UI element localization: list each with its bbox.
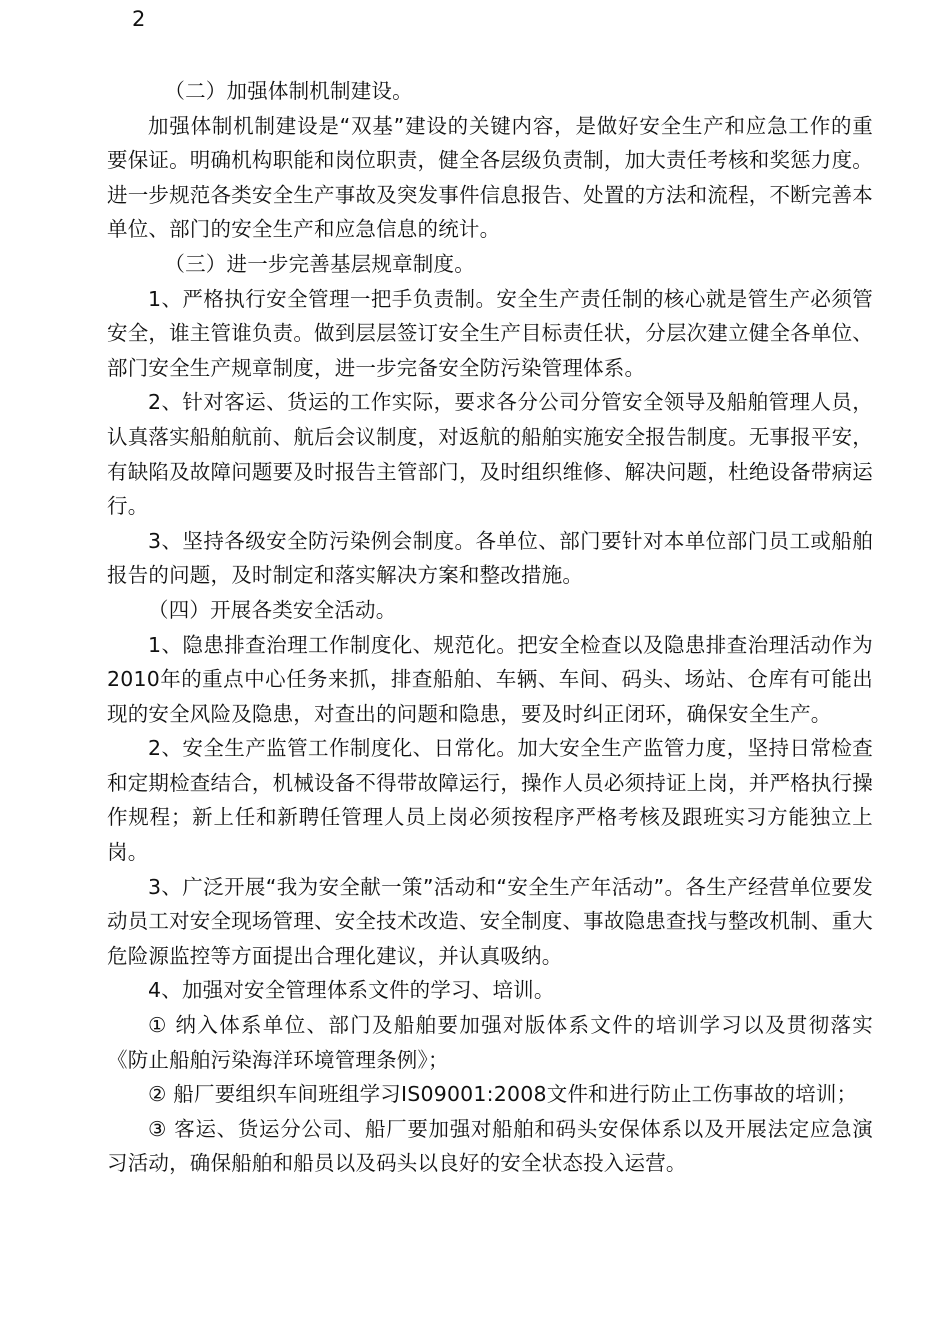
section-heading-2: （二）加强体制机制建设。: [164, 79, 413, 103]
paragraph-subitem-1: ① 纳入体系单位、部门及船舶要加强对版体系文件的培训学习以及贯彻落实《防止船舶污染海洋环境管理条例》；: [107, 1013, 873, 1072]
paragraph-item-3: 3、坚持各级安全防污染例会制度。各单位、部门要针对本单位部门员工或船舶报告的问题，及时制定和落实解决方案和整改措施。: [107, 528, 873, 588]
section-heading-4: （四）开展各类安全活动。: [148, 597, 397, 622]
paragraph-activity-2: 2、安全生产监管工作制度化、日常化。加大安全生产监管力度，坚持日常检查和定期检查结合，机械设备不得带故障运行，操作人员必须持证上岗，并严格执行操作规程；新上任和新聘任管理人员上岗必须按程序严格考核及跟班实习方能独立上岗。: [107, 736, 873, 865]
paragraph-activity-3: 3、广泛开展“我为安全献一策”活动和“安全生产年活动”。各生产经营单位要发动员工对安全现场管理、安全技术改造、安全制度、事故隐患查找与整改机制、重大危险源监控等方面提出合理化建议，并认真吸纳。: [107, 874, 873, 968]
paragraph-item-1: 1、严格执行安全管理一把手负责制。安全生产责任制的核心就是管生产必须管安全，谁主管谁负责。做到层层签订安全生产目标责任状，分层次建立健全各单位、部门安全生产规章制度，进一步完备安全防污染管理体系。: [107, 286, 873, 380]
section-heading-3: （三）进一步完善基层规章制度。: [164, 251, 475, 276]
paragraph-subitem-2: ② 船厂要组织车间班组学习IS09001:2008文件和进行防止工伤事故的培训；: [148, 1082, 858, 1107]
page-number: 2: [132, 7, 146, 31]
paragraph-item-2: 2、针对客运、货运的工作实际，要求各分公司分管安全领导及船舶管理人员，认真落实船舶航前、航后会议制度，对返航的船舶实施安全报告制度。无事报平安，有缺陷及故障问题要及时报告主管部门，及时组织维修、解决问题，杜绝设备带病运行。: [107, 390, 873, 519]
paragraph-activity-4: 4、加强对安全管理体系文件的学习、培训。: [148, 978, 555, 1003]
paragraph-subitem-3: ③ 客运、货运分公司、船厂要加强对船舶和码头安保体系以及开展法定应急演习活动，确保船舶和船员以及码头以良好的安全状态投入运营。: [107, 1116, 873, 1176]
document-body: [107, 74, 873, 1181]
paragraph-activity-1: 1、隐患排查治理工作制度化、规范化。把安全检查以及隐患排查治理活动作为2010年的重点中心任务来抓，排查船舶、车辆、车间、码头、场站、仓库有可能出现的安全风险及隐患，对查出的问题和隐患，要及时纠正闭环，确保安全生产。: [107, 632, 873, 726]
paragraph-mechanism: 加强体制机制建设是“双基”建设的关键内容，是做好安全生产和应急工作的重要保证。明确机构职能和岗位职责，健全各层级负责制，加大责任考核和奖惩力度。进一步规范各类安全生产事故及突发事件信息报告、处置的方法和流程，不断完善本单位、部门的安全生产和应急信息的统计。: [107, 113, 873, 242]
